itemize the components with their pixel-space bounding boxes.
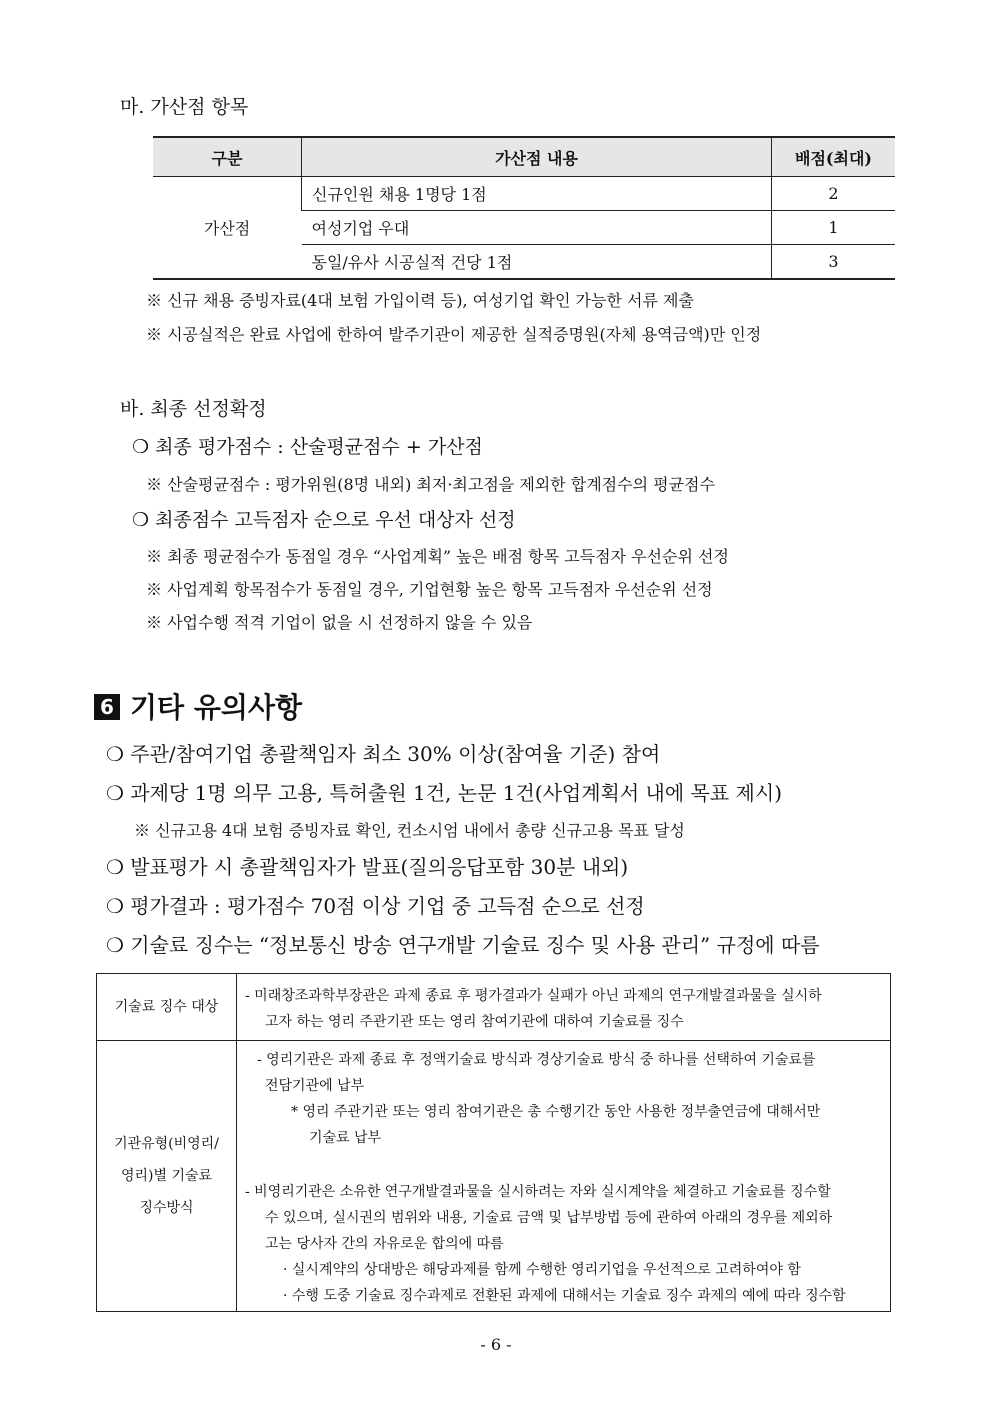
label-line: 기관유형(비영리/ xyxy=(114,1136,219,1152)
item-cell: 동일/유사 시공실적 건당 1점 xyxy=(302,245,772,280)
text-line: 전담기관에 납부 xyxy=(265,1078,365,1094)
note-no-qualified: ※ 사업수행 적격 기업이 없을 시 선정하지 않을 수 있음 xyxy=(146,613,533,632)
text-line: - 비영리기관은 소유한 연구개발결과물을 실시하려는 자와 실시계약을 체결하고 기술료를 징수할 xyxy=(245,1184,831,1200)
text-line: * 영리 주관기관 또는 영리 참여기관은 총 수행기간 동안 사용한 정부출연금에 대해서만 xyxy=(291,1104,821,1120)
item-presentation: ❍ 발표평가 시 총괄책임자가 발표(질의응답포함 30분 내외) xyxy=(106,855,629,879)
page-number: - 6 - xyxy=(480,1335,512,1354)
text-line: · 실시계약의 상대방은 해당과제를 함께 수행한 영리기업을 우선적으로 고려하여야 함 xyxy=(283,1262,801,1278)
text-line: · 수행 도중 기술료 징수과제로 전환된 과제에 대해서는 기술료 징수 과제의 예에 따라 징수함 xyxy=(283,1288,846,1304)
text-line: 고는 당사자 간의 자유로운 합의에 따름 xyxy=(265,1236,504,1252)
item-mandatory-goals: ❍ 과제당 1명 의무 고용, 특허출원 1건, 논문 1건(사업계획서 내에 목표 제시) xyxy=(106,781,782,805)
final-score-item: ❍ 최종 평가점수 : 산술평균점수 + 가산점 xyxy=(132,436,483,458)
section-ba-title: 바. 최종 선정확정 xyxy=(120,398,267,420)
section-ma-title: 마. 가산점 항목 xyxy=(120,96,249,118)
text-line: 기술료 납부 xyxy=(309,1130,382,1146)
table-header-row xyxy=(153,137,895,177)
bonus-points-table xyxy=(153,136,895,280)
table-row xyxy=(153,177,895,211)
header-score: 배점(최대) xyxy=(772,137,896,177)
text-line: - 미래창조과학부장관은 과제 종료 후 평가결과가 실패가 아닌 과제의 연구개발결과물을 실시하 xyxy=(245,988,822,1004)
royalty-target-label: 기술료 징수 대상 xyxy=(97,974,237,1041)
item-cell: 여성기업 우대 xyxy=(302,211,772,245)
royalty-target-text xyxy=(237,974,891,1041)
score-cell: 2 xyxy=(772,177,896,211)
header-category: 구분 xyxy=(153,137,302,177)
note-performance-proof: ※ 시공실적은 완료 사업에 한하여 발주기관이 제공한 실적증명원(자체 용역금액)만 인정 xyxy=(146,325,762,344)
royalty-method-label xyxy=(97,1041,237,1312)
item-cell: 신규인원 채용 1명당 1점 xyxy=(302,177,772,211)
item-manager-participation: ❍ 주관/참여기업 총괄책임자 최소 30% 이상(참여율 기준) 참여 xyxy=(106,742,661,766)
royalty-method-text xyxy=(237,1041,891,1312)
label-line: 징수방식 xyxy=(139,1200,194,1216)
priority-selection-item: ❍ 최종점수 고득점자 순으로 우선 대상자 선정 xyxy=(132,509,516,531)
header-content: 가산점 내용 xyxy=(302,137,772,177)
text-line: 고자 하는 영리 주관기관 또는 영리 참여기관에 대하여 기술료를 징수 xyxy=(265,1014,684,1030)
item-evaluation-result: ❍ 평가결과 : 평가점수 70점 이상 기업 중 고득점 순으로 선정 xyxy=(106,894,645,918)
item-royalty-rule: ❍ 기술료 징수는 “정보통신 방송 연구개발 기술료 징수 및 사용 관리” 규정에 따름 xyxy=(106,933,820,957)
score-cell: 3 xyxy=(772,245,896,280)
section-number-badge: 6 xyxy=(94,694,120,720)
section6-title: 기타 유의사항 xyxy=(130,691,303,724)
text-line: - 영리기관은 과제 종료 후 정액기술료 방식과 경상기술료 방식 중 하나를 선택하여 기술료를 xyxy=(257,1052,816,1068)
category-cell: 가산점 xyxy=(153,177,302,280)
table-row xyxy=(97,974,891,1041)
note-new-hire-proof: ※ 신규고용 4대 보험 증빙자료 확인, 컨소시엄 내에서 총량 신규고용 목표 달성 xyxy=(134,821,685,840)
note-hire-proof: ※ 신규 채용 증빙자료(4대 보험 가입이력 등), 여성기업 확인 가능한 서류 제출 xyxy=(146,291,694,310)
section6-heading xyxy=(94,686,302,726)
note-tie-business-plan: ※ 최종 평균점수가 동점일 경우 “사업계획” 높은 배점 항목 고득점자 우선순위 선정 xyxy=(146,547,729,566)
label-line: 영리)별 기술료 xyxy=(120,1168,213,1184)
score-cell: 1 xyxy=(772,211,896,245)
table-row xyxy=(97,1041,891,1312)
note-tie-company-status: ※ 사업계획 항목점수가 동점일 경우, 기업현황 높은 항목 고득점자 우선순위 선정 xyxy=(146,580,713,599)
text-line: 수 있으며, 실시권의 범위와 내용, 기술료 금액 및 납부방법 등에 관하여 아래의 경우를 제외하 xyxy=(265,1210,833,1226)
royalty-table xyxy=(96,973,891,1312)
note-average-score: ※ 산술평균점수 : 평가위원(8명 내외) 최저·최고점을 제외한 합계점수의 평균점수 xyxy=(146,475,715,494)
